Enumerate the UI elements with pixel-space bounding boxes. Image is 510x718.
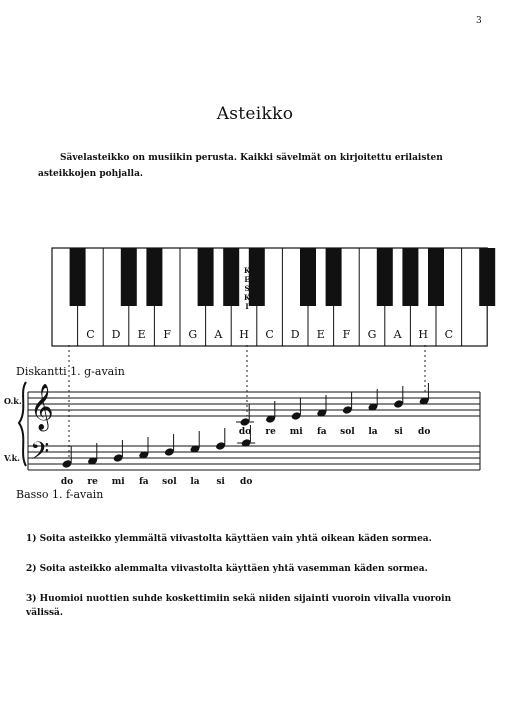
white-key-label: A [214,328,223,341]
keyboard-and-staff-figure [0,230,510,510]
black-key [249,248,265,306]
middle-c-letter: S [244,284,250,293]
intro-paragraph: Sävelasteikko on musiikin perusta. Kaikki sävelmät on kirjoitettu erilaisten asteikkojen pohjalla. [38,153,443,179]
white-key-label: E [137,328,146,341]
bass-clef-icon: 𝄢 [30,437,50,472]
white-key-label: F [342,328,351,341]
solfege-syllable: do [418,427,431,437]
scale-notes [62,383,430,469]
black-key [146,248,162,306]
black-key [326,248,342,306]
black-key [479,248,495,306]
white-key-label: C [86,328,95,341]
solfege-syllable: re [265,427,276,437]
right-hand-label: O.k. [4,396,22,406]
black-key [377,248,393,306]
black-key [428,248,444,306]
bass-clef-label: Basso 1. f-avain [16,488,104,501]
solfege-syllable: do [238,427,252,437]
middle-c-letter: K [243,266,251,275]
white-key-label: C [265,328,274,341]
black-key [121,248,137,306]
brace-icon [19,382,26,466]
solfege-syllable: fa [138,477,149,487]
solfege-syllable: si [216,477,225,487]
white-key-label: A [393,328,402,341]
white-key-label: D [290,328,300,341]
middle-c-letter: E [244,275,250,284]
solfege-syllable: mi [289,427,303,437]
white-key-label: H [239,328,249,341]
solfege-syllable: re [87,477,98,487]
white-key-label: F [163,328,172,341]
instruction-3: 3) Huomioi nuottien suhde koskettimiin sekä niiden sijainti vuoroin viivalla vuoroin välissä. [26,594,452,618]
white-key-label: C [444,328,454,341]
solfege-syllable: fa [316,427,327,437]
solfege-syllable: sol [162,477,177,487]
solfege-syllable: sol [340,427,355,437]
left-hand-label: V.k. [4,453,20,463]
bass-solfege-row [61,477,252,487]
treble-clef-label: Diskantti 1. g-avain [16,365,125,378]
page-number: 3 [476,16,482,26]
black-key [402,248,418,306]
instruction-2: 2) Soita asteikko alemmalta viivastolta käyttäen yhtä vasemman käden sormea. [26,564,428,574]
page-title: Asteikko [216,104,294,124]
solfege-syllable: si [394,427,403,437]
solfege-syllable: la [190,477,200,487]
black-key [223,248,239,306]
treble-clef-icon: 𝄞 [30,384,54,430]
white-key-label: H [418,328,428,341]
solfege-syllable: mi [111,477,125,487]
black-key [300,248,316,306]
middle-c-letter: K [243,293,251,302]
white-key-label: G [367,328,377,341]
treble-solfege-row [239,427,430,437]
solfege-syllable: do [240,477,253,487]
black-key [70,248,86,306]
white-key-label: E [316,328,325,341]
black-key [198,248,214,306]
solfege-syllable: do [60,477,74,487]
middle-c-letter: I [245,302,249,311]
white-key-label: G [188,328,198,341]
instruction-1: 1) Soita asteikko ylemmältä viivastolta käyttäen vain yhtä oikean käden sormea. [26,534,432,544]
white-key-label: D [111,328,121,341]
piano-keyboard [52,248,495,346]
solfege-syllable: la [368,427,378,437]
